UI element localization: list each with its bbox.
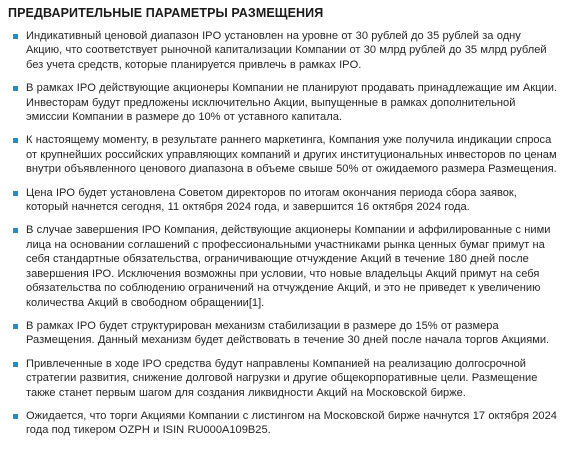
list-item-text: Ожидается, что торги Акциями Компании с листингом на Московской бирже начнутся 17 октября 2024 года под тикером OZPH и ISIN RU000A109B25. [26, 409, 557, 437]
list-item [8, 409, 560, 438]
bullet-square-icon [13, 138, 18, 143]
bullet-square-icon [13, 414, 18, 419]
list-item-text: Цена IPO будет установлена Советом директоров по итогам окончания периода сбора заявок, который начнется сегодня, 11 октября 2024 года, и завершится 16 октября 2024 года. [26, 186, 517, 214]
bullet-square-icon [13, 228, 18, 233]
section-title: ПРЕДВАРИТЕЛЬНЫЕ ПАРАМЕТРЫ РАЗМЕЩЕНИЯ [8, 6, 324, 20]
list-item-text: К настоящему моменту, в результате раннего маркетинга, Компания уже получила индикации спроса от крупнейших российских управляющих компаний и других институциональных инвесторов по ценам внутри объявленного ценового диапазона в объеме свыше 50% от ожидаемого размера Размещения. [26, 134, 557, 176]
list-item [8, 29, 560, 72]
bullet-square-icon [13, 191, 18, 196]
bullet-square-icon [13, 34, 18, 39]
bullet-square-icon [13, 324, 18, 329]
list-item-text: В рамках IPO будет структурирован механизм стабилизации в размере до 15% от размера Размещения. Данный механизм будет действовать в течение 30 дней после начала торгов Акциями. [26, 319, 550, 347]
list-item-text: В случае завершения IPO Компания, действующие акционеры Компании и аффилированные с ними лица на основании соглашений с профессиональными участниками рынка ценных бумаг примут на себя стандартные обязательства, ограничивающие отчуждение Акций в течение 180 дней после завершения IPO. Исключения возможны при условии, что новые владельцы Акций примут на себя обязательства по соблюдению ограничений на отчуждение Акций, и это не приведет к увеличению количества Акций в свободном обращении[1]. [26, 224, 551, 309]
bullet-square-icon [13, 86, 18, 91]
list-item [8, 133, 560, 176]
bullet-square-icon [13, 362, 18, 367]
list-item [8, 357, 560, 400]
list-item [8, 223, 560, 309]
list-item [8, 81, 560, 124]
list-item-text: Привлеченные в ходе IPO средства будут направлены Компанией на реализацию долгосрочной стратегии развития, снижение долговой нагрузки и другие общекорпоративные цели. Размещение также станет первым шагом для создания ликвидности Акций на Московской бирже. [26, 357, 538, 399]
list-item [8, 186, 560, 215]
list-item-text: Индикативный ценовой диапазон IPO установлен на уровне от 30 рублей до 35 рублей за одну Акцию, что соответствует рыночной капитализации Компании от 30 млрд рублей до 35 млрд рублей без учета средств, которые планируется привлечь в рамках IPO. [26, 30, 547, 71]
parameters-list [8, 29, 560, 438]
list-item [8, 319, 560, 348]
list-item-text: В рамках IPO действующие акционеры Компании не планируют продавать принадлежащие им Акции. Инвесторам будут предложены исключительно Акции, выпущенные в рамках дополнительной эмиссии Компании в размере до 10% от уставного капитала. [26, 82, 557, 124]
